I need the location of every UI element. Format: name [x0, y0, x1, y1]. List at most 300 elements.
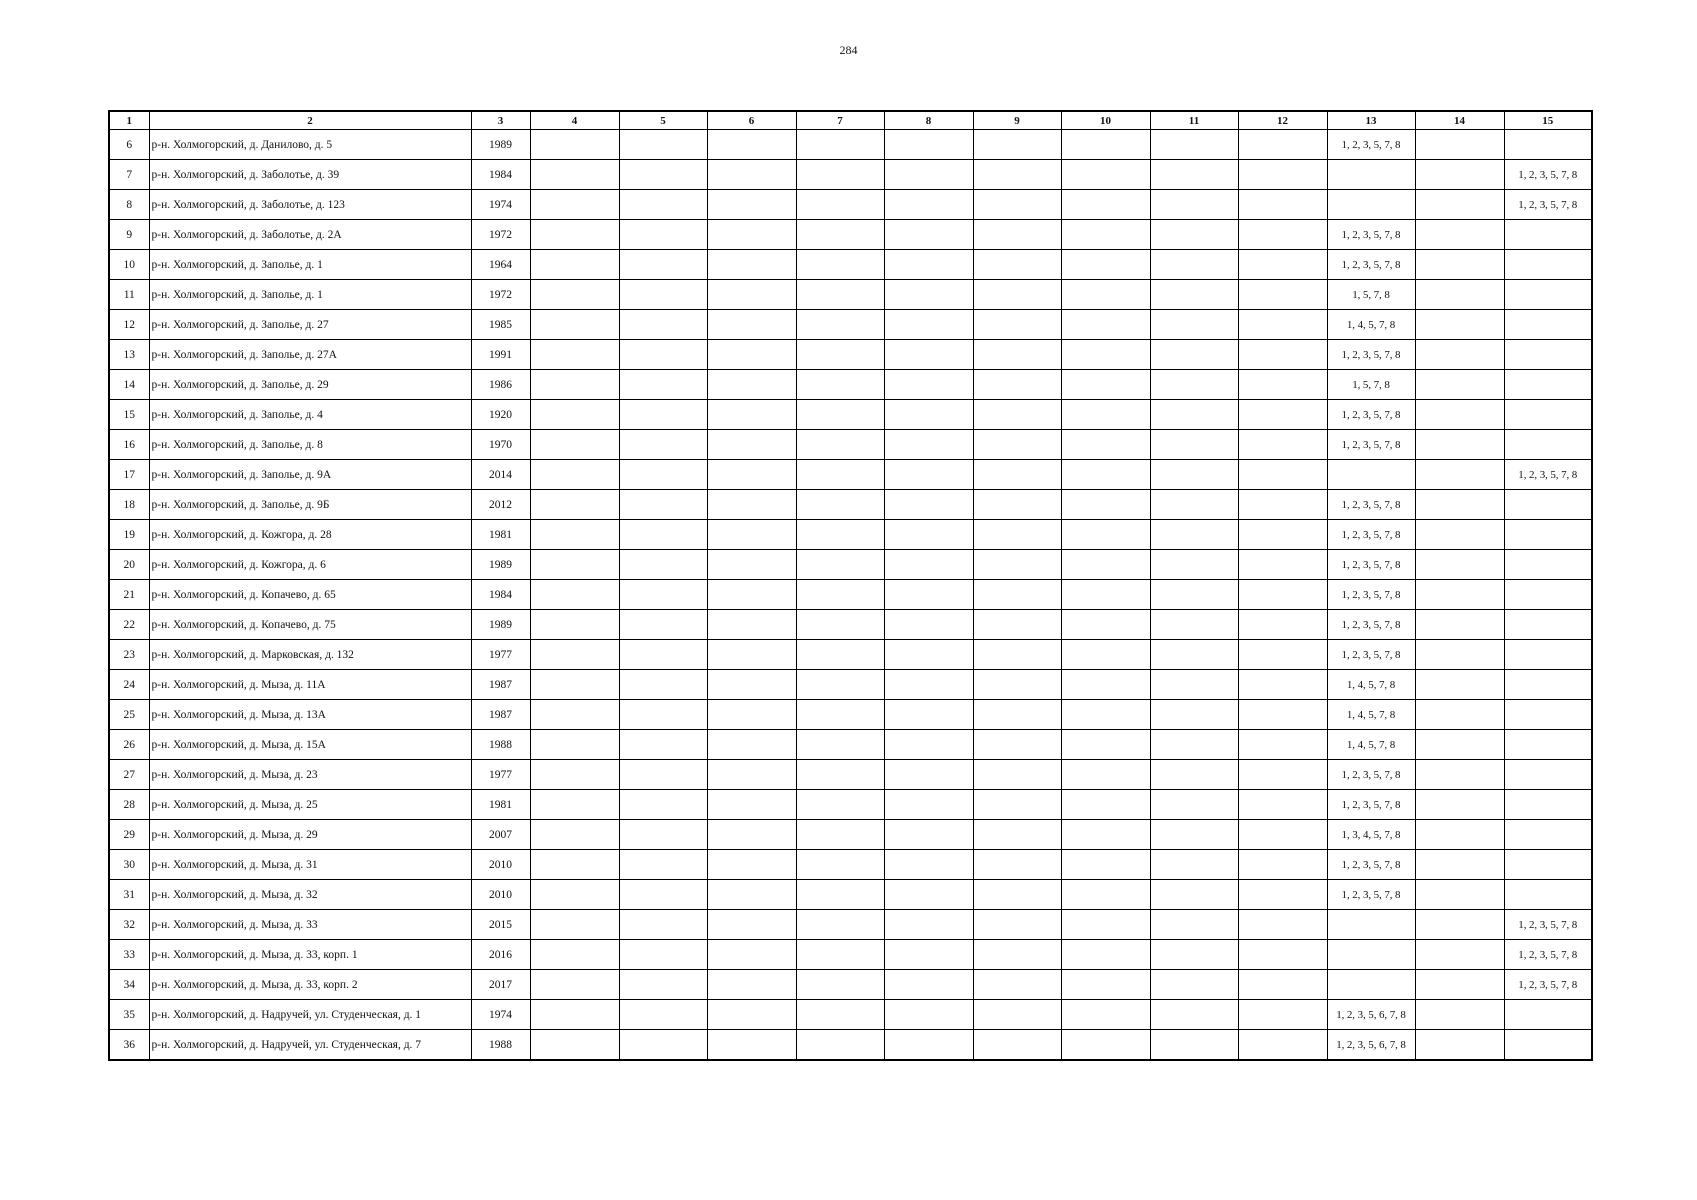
empty-cell — [1415, 130, 1504, 160]
year-cell: 2012 — [471, 490, 530, 520]
table-row — [109, 760, 1592, 790]
empty-cell — [1061, 880, 1150, 910]
empty-cell — [619, 430, 707, 460]
column-15-cell — [1504, 610, 1592, 640]
empty-cell — [884, 730, 973, 760]
column-13-cell: 1, 2, 3, 5, 7, 8 — [1327, 400, 1415, 430]
address-cell: р-н. Холмогорский, д. Заполье, д. 4 — [149, 400, 471, 430]
column-15-cell — [1504, 580, 1592, 610]
column-15-cell: 1, 2, 3, 5, 7, 8 — [1504, 910, 1592, 940]
column-15-cell: 1, 2, 3, 5, 7, 8 — [1504, 190, 1592, 220]
empty-cell — [707, 640, 796, 670]
column-15-cell — [1504, 310, 1592, 340]
year-cell: 1972 — [471, 220, 530, 250]
column-13-cell: 1, 2, 3, 5, 7, 8 — [1327, 880, 1415, 910]
empty-cell — [530, 520, 619, 550]
table-row — [109, 820, 1592, 850]
table-row — [109, 640, 1592, 670]
empty-cell — [530, 190, 619, 220]
empty-cell — [796, 580, 884, 610]
column-header: 3 — [471, 111, 530, 130]
empty-cell — [884, 550, 973, 580]
column-13-cell — [1327, 910, 1415, 940]
column-15-cell — [1504, 880, 1592, 910]
table-row — [109, 790, 1592, 820]
empty-cell — [973, 940, 1061, 970]
empty-cell — [1415, 340, 1504, 370]
address-cell: р-н. Холмогорский, д. Заполье, д. 27А — [149, 340, 471, 370]
empty-cell — [1150, 700, 1238, 730]
empty-cell — [796, 700, 884, 730]
column-15-cell — [1504, 730, 1592, 760]
column-15-cell — [1504, 700, 1592, 730]
empty-cell — [1238, 970, 1327, 1000]
empty-cell — [707, 1000, 796, 1030]
table-body — [109, 130, 1592, 1061]
empty-cell — [530, 670, 619, 700]
address-cell: р-н. Холмогорский, д. Копачево, д. 75 — [149, 610, 471, 640]
empty-cell — [796, 160, 884, 190]
empty-cell — [707, 250, 796, 280]
empty-cell — [1415, 220, 1504, 250]
empty-cell — [1061, 370, 1150, 400]
empty-cell — [707, 820, 796, 850]
empty-cell — [884, 340, 973, 370]
column-15-cell — [1504, 1030, 1592, 1061]
empty-cell — [1238, 640, 1327, 670]
empty-cell — [530, 910, 619, 940]
year-cell: 1981 — [471, 520, 530, 550]
empty-cell — [884, 160, 973, 190]
empty-cell — [1238, 1000, 1327, 1030]
row-number-cell: 12 — [109, 310, 149, 340]
empty-cell — [1061, 640, 1150, 670]
empty-cell — [707, 550, 796, 580]
empty-cell — [619, 160, 707, 190]
address-cell: р-н. Холмогорский, д. Заболотье, д. 123 — [149, 190, 471, 220]
empty-cell — [1061, 340, 1150, 370]
empty-cell — [973, 580, 1061, 610]
empty-cell — [619, 460, 707, 490]
empty-cell — [973, 490, 1061, 520]
empty-cell — [973, 430, 1061, 460]
empty-cell — [796, 250, 884, 280]
empty-cell — [1150, 820, 1238, 850]
empty-cell — [1150, 610, 1238, 640]
empty-cell — [1061, 670, 1150, 700]
empty-cell — [796, 670, 884, 700]
empty-cell — [707, 1030, 796, 1061]
column-header: 6 — [707, 111, 796, 130]
column-header: 2 — [149, 111, 471, 130]
column-header: 8 — [884, 111, 973, 130]
empty-cell — [796, 940, 884, 970]
table-row — [109, 400, 1592, 430]
empty-cell — [796, 340, 884, 370]
empty-cell — [1238, 940, 1327, 970]
empty-cell — [796, 760, 884, 790]
column-15-cell — [1504, 490, 1592, 520]
column-13-cell: 1, 2, 3, 5, 7, 8 — [1327, 490, 1415, 520]
empty-cell — [530, 490, 619, 520]
empty-cell — [1415, 970, 1504, 1000]
empty-cell — [884, 220, 973, 250]
year-cell: 1964 — [471, 250, 530, 280]
empty-cell — [707, 220, 796, 250]
column-15-cell — [1504, 430, 1592, 460]
empty-cell — [796, 820, 884, 850]
year-cell: 1920 — [471, 400, 530, 430]
empty-cell — [1415, 1030, 1504, 1061]
empty-cell — [973, 400, 1061, 430]
empty-cell — [1150, 550, 1238, 580]
empty-cell — [1238, 580, 1327, 610]
table-row — [109, 250, 1592, 280]
empty-cell — [707, 910, 796, 940]
empty-cell — [530, 730, 619, 760]
empty-cell — [1238, 460, 1327, 490]
column-15-cell — [1504, 1000, 1592, 1030]
row-number-cell: 36 — [109, 1030, 149, 1061]
address-cell: р-н. Холмогорский, д. Мыза, д. 11А — [149, 670, 471, 700]
empty-cell — [1238, 760, 1327, 790]
year-cell: 2014 — [471, 460, 530, 490]
empty-cell — [1415, 370, 1504, 400]
row-number-cell: 13 — [109, 340, 149, 370]
empty-cell — [619, 310, 707, 340]
column-13-cell: 1, 4, 5, 7, 8 — [1327, 730, 1415, 760]
year-cell: 2010 — [471, 850, 530, 880]
empty-cell — [1061, 460, 1150, 490]
table-row — [109, 940, 1592, 970]
empty-cell — [1061, 940, 1150, 970]
empty-cell — [796, 400, 884, 430]
row-number-cell: 23 — [109, 640, 149, 670]
empty-cell — [1061, 760, 1150, 790]
column-header: 4 — [530, 111, 619, 130]
empty-cell — [530, 1000, 619, 1030]
table-row — [109, 280, 1592, 310]
empty-cell — [884, 370, 973, 400]
column-15-cell — [1504, 130, 1592, 160]
empty-cell — [973, 340, 1061, 370]
column-header: 12 — [1238, 111, 1327, 130]
empty-cell — [1238, 730, 1327, 760]
table-row — [109, 730, 1592, 760]
column-13-cell: 1, 3, 4, 5, 7, 8 — [1327, 820, 1415, 850]
empty-cell — [530, 550, 619, 580]
empty-cell — [796, 970, 884, 1000]
empty-cell — [1415, 550, 1504, 580]
empty-cell — [530, 640, 619, 670]
empty-cell — [973, 880, 1061, 910]
empty-cell — [1238, 130, 1327, 160]
year-cell: 2010 — [471, 880, 530, 910]
row-number-cell: 19 — [109, 520, 149, 550]
empty-cell — [530, 160, 619, 190]
empty-cell — [707, 880, 796, 910]
empty-cell — [530, 220, 619, 250]
empty-cell — [1415, 310, 1504, 340]
empty-cell — [1150, 1030, 1238, 1061]
empty-cell — [530, 310, 619, 340]
empty-cell — [1415, 160, 1504, 190]
empty-cell — [973, 970, 1061, 1000]
empty-cell — [1061, 160, 1150, 190]
empty-cell — [1415, 610, 1504, 640]
empty-cell — [796, 430, 884, 460]
empty-cell — [1238, 700, 1327, 730]
empty-cell — [973, 670, 1061, 700]
year-cell: 2016 — [471, 940, 530, 970]
empty-cell — [1150, 310, 1238, 340]
empty-cell — [1150, 370, 1238, 400]
page-number: 284 — [839, 43, 858, 57]
address-cell: р-н. Холмогорский, д. Мыза, д. 31 — [149, 850, 471, 880]
empty-cell — [884, 520, 973, 550]
address-cell: р-н. Холмогорский, д. Заполье, д. 9А — [149, 460, 471, 490]
empty-cell — [707, 940, 796, 970]
row-number-cell: 8 — [109, 190, 149, 220]
empty-cell — [1150, 430, 1238, 460]
table-row — [109, 430, 1592, 460]
empty-cell — [619, 970, 707, 1000]
empty-cell — [530, 1030, 619, 1061]
empty-cell — [1061, 250, 1150, 280]
table-row — [109, 340, 1592, 370]
empty-cell — [1415, 490, 1504, 520]
empty-cell — [1415, 190, 1504, 220]
empty-cell — [1061, 1000, 1150, 1030]
empty-cell — [619, 670, 707, 700]
empty-cell — [1061, 190, 1150, 220]
empty-cell — [707, 970, 796, 1000]
column-header: 5 — [619, 111, 707, 130]
empty-cell — [973, 820, 1061, 850]
empty-cell — [884, 670, 973, 700]
empty-cell — [619, 130, 707, 160]
empty-cell — [1061, 730, 1150, 760]
empty-cell — [884, 580, 973, 610]
empty-cell — [1061, 1030, 1150, 1061]
address-cell: р-н. Холмогорский, д. Заполье, д. 9Б — [149, 490, 471, 520]
row-number-cell: 35 — [109, 1000, 149, 1030]
row-number-cell: 7 — [109, 160, 149, 190]
empty-cell — [1238, 190, 1327, 220]
table-row — [109, 850, 1592, 880]
row-number-cell: 20 — [109, 550, 149, 580]
empty-cell — [1238, 910, 1327, 940]
empty-cell — [530, 610, 619, 640]
table-row — [109, 310, 1592, 340]
empty-cell — [973, 520, 1061, 550]
empty-cell — [884, 610, 973, 640]
column-13-cell: 1, 4, 5, 7, 8 — [1327, 310, 1415, 340]
empty-cell — [1061, 220, 1150, 250]
data-table — [108, 110, 1593, 1061]
empty-cell — [884, 910, 973, 940]
row-number-cell: 21 — [109, 580, 149, 610]
row-number-cell: 31 — [109, 880, 149, 910]
empty-cell — [1150, 730, 1238, 760]
header-row — [109, 111, 1592, 130]
table-row — [109, 1000, 1592, 1030]
column-15-cell — [1504, 400, 1592, 430]
empty-cell — [530, 460, 619, 490]
column-15-cell: 1, 2, 3, 5, 7, 8 — [1504, 970, 1592, 1000]
column-13-cell: 1, 2, 3, 5, 7, 8 — [1327, 340, 1415, 370]
empty-cell — [707, 400, 796, 430]
empty-cell — [973, 280, 1061, 310]
address-cell: р-н. Холмогорский, д. Мыза, д. 33, корп. 2 — [149, 970, 471, 1000]
empty-cell — [796, 910, 884, 940]
empty-cell — [707, 310, 796, 340]
empty-cell — [884, 130, 973, 160]
empty-cell — [619, 250, 707, 280]
empty-cell — [1061, 850, 1150, 880]
empty-cell — [1150, 1000, 1238, 1030]
empty-cell — [1061, 910, 1150, 940]
empty-cell — [796, 190, 884, 220]
column-15-cell: 1, 2, 3, 5, 7, 8 — [1504, 160, 1592, 190]
year-cell: 1988 — [471, 1030, 530, 1061]
empty-cell — [1150, 670, 1238, 700]
table-row — [109, 580, 1592, 610]
row-number-cell: 16 — [109, 430, 149, 460]
empty-cell — [796, 550, 884, 580]
empty-cell — [796, 220, 884, 250]
table-row — [109, 490, 1592, 520]
address-cell: р-н. Холмогорский, д. Заполье, д. 27 — [149, 310, 471, 340]
address-cell: р-н. Холмогорский, д. Заполье, д. 29 — [149, 370, 471, 400]
row-number-cell: 15 — [109, 400, 149, 430]
empty-cell — [973, 190, 1061, 220]
column-13-cell: 1, 2, 3, 5, 7, 8 — [1327, 430, 1415, 460]
column-15-cell — [1504, 790, 1592, 820]
year-cell: 1981 — [471, 790, 530, 820]
empty-cell — [884, 790, 973, 820]
column-13-cell: 1, 2, 3, 5, 7, 8 — [1327, 610, 1415, 640]
empty-cell — [707, 580, 796, 610]
address-cell: р-н. Холмогорский, д. Заполье, д. 1 — [149, 250, 471, 280]
empty-cell — [884, 970, 973, 1000]
empty-cell — [1061, 130, 1150, 160]
empty-cell — [796, 880, 884, 910]
address-cell: р-н. Холмогорский, д. Марковская, д. 132 — [149, 640, 471, 670]
empty-cell — [1238, 790, 1327, 820]
empty-cell — [1238, 160, 1327, 190]
column-header: 9 — [973, 111, 1061, 130]
empty-cell — [884, 1000, 973, 1030]
table-row — [109, 880, 1592, 910]
empty-cell — [796, 280, 884, 310]
table-row — [109, 670, 1592, 700]
empty-cell — [973, 310, 1061, 340]
empty-cell — [884, 700, 973, 730]
empty-cell — [619, 940, 707, 970]
column-header: 10 — [1061, 111, 1150, 130]
empty-cell — [1238, 310, 1327, 340]
table-row — [109, 700, 1592, 730]
column-13-cell — [1327, 940, 1415, 970]
empty-cell — [973, 1000, 1061, 1030]
column-13-cell: 1, 2, 3, 5, 7, 8 — [1327, 580, 1415, 610]
empty-cell — [707, 850, 796, 880]
empty-cell — [1061, 610, 1150, 640]
empty-cell — [1061, 520, 1150, 550]
empty-cell — [1150, 460, 1238, 490]
empty-cell — [707, 340, 796, 370]
empty-cell — [884, 280, 973, 310]
empty-cell — [619, 340, 707, 370]
address-cell: р-н. Холмогорский, д. Мыза, д. 23 — [149, 760, 471, 790]
empty-cell — [619, 700, 707, 730]
table-row — [109, 550, 1592, 580]
empty-cell — [796, 460, 884, 490]
row-number-cell: 33 — [109, 940, 149, 970]
table-row — [109, 610, 1592, 640]
address-cell: р-н. Холмогорский, д. Мыза, д. 33 — [149, 910, 471, 940]
empty-cell — [1238, 850, 1327, 880]
column-13-cell: 1, 2, 3, 5, 6, 7, 8 — [1327, 1030, 1415, 1061]
empty-cell — [796, 370, 884, 400]
empty-cell — [530, 880, 619, 910]
empty-cell — [530, 970, 619, 1000]
address-cell: р-н. Холмогорский, д. Заболотье, д. 2А — [149, 220, 471, 250]
empty-cell — [1238, 340, 1327, 370]
column-13-cell: 1, 2, 3, 5, 7, 8 — [1327, 520, 1415, 550]
table-row — [109, 520, 1592, 550]
column-13-cell: 1, 4, 5, 7, 8 — [1327, 700, 1415, 730]
empty-cell — [1238, 820, 1327, 850]
row-number-cell: 14 — [109, 370, 149, 400]
column-header: 1 — [109, 111, 149, 130]
empty-cell — [530, 790, 619, 820]
column-header: 13 — [1327, 111, 1415, 130]
address-cell: р-н. Холмогорский, д. Кожгора, д. 6 — [149, 550, 471, 580]
empty-cell — [1061, 580, 1150, 610]
row-number-cell: 24 — [109, 670, 149, 700]
empty-cell — [1061, 310, 1150, 340]
empty-cell — [973, 700, 1061, 730]
year-cell: 1987 — [471, 700, 530, 730]
empty-cell — [619, 790, 707, 820]
column-15-cell: 1, 2, 3, 5, 7, 8 — [1504, 460, 1592, 490]
empty-cell — [884, 640, 973, 670]
empty-cell — [619, 760, 707, 790]
column-13-cell: 1, 2, 3, 5, 7, 8 — [1327, 250, 1415, 280]
row-number-cell: 32 — [109, 910, 149, 940]
empty-cell — [530, 130, 619, 160]
empty-cell — [973, 220, 1061, 250]
column-header: 14 — [1415, 111, 1504, 130]
table-row — [109, 910, 1592, 940]
empty-cell — [619, 580, 707, 610]
column-15-cell — [1504, 340, 1592, 370]
column-15-cell — [1504, 520, 1592, 550]
empty-cell — [973, 640, 1061, 670]
column-13-cell: 1, 2, 3, 5, 7, 8 — [1327, 760, 1415, 790]
address-cell: р-н. Холмогорский, д. Кожгора, д. 28 — [149, 520, 471, 550]
row-number-cell: 27 — [109, 760, 149, 790]
empty-cell — [619, 550, 707, 580]
column-13-cell: 1, 5, 7, 8 — [1327, 370, 1415, 400]
empty-cell — [973, 460, 1061, 490]
address-cell: р-н. Холмогорский, д. Надручей, ул. Студенческая, д. 7 — [149, 1030, 471, 1061]
empty-cell — [973, 730, 1061, 760]
column-15-cell — [1504, 370, 1592, 400]
year-cell: 1988 — [471, 730, 530, 760]
